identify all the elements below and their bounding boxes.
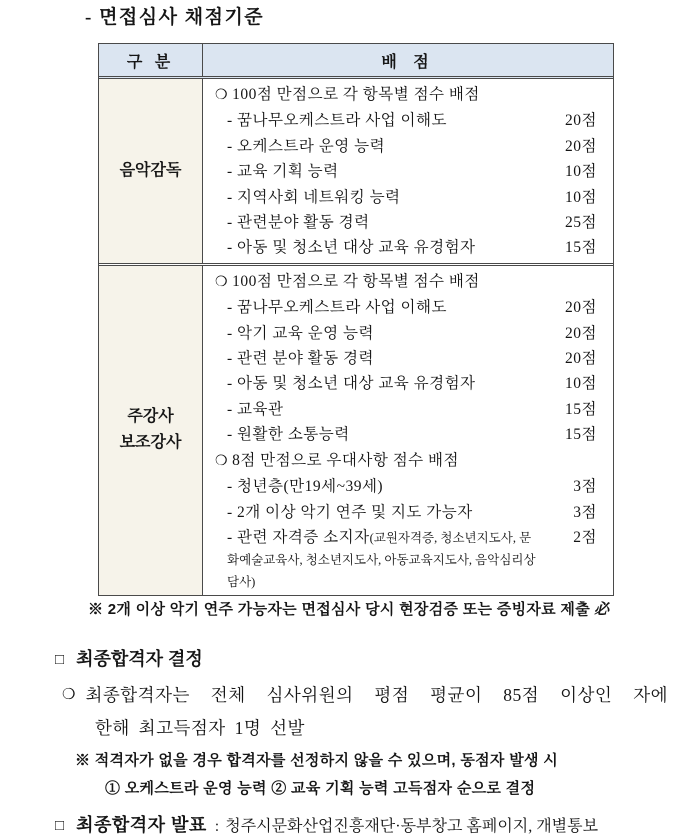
tiebreak-note-line2: ① 오케스트라 운영 능력 ② 교육 기획 능력 고득점자 순으로 결정 (105, 779, 536, 797)
score-value: 20점 (565, 112, 597, 130)
score-item (215, 474, 613, 499)
table-header-category: 구 분 (99, 44, 203, 76)
square-marker-icon: □ (55, 650, 65, 668)
score-item (215, 235, 613, 260)
final-announcement-heading: 최종합격자 발표 (76, 814, 207, 835)
category-label-line: 보조강사 (119, 434, 182, 452)
group-heading: ❍ 100점 만점으로 각 항목별 점수 배점 (215, 86, 480, 103)
score-item (215, 500, 613, 525)
final-decision-paragraph (62, 682, 668, 708)
score-value: 3점 (573, 478, 597, 496)
group-heading: ❍ 8점 만점으로 우대사항 점수 배점 (215, 451, 459, 469)
score-item-text: - 아동 및 청소년 대상 교육 유경험자 (227, 239, 476, 257)
score-item-text: - 관련 자격증 소지자(교원자격증, 청소년지도사, 문화예술교육사, 청소년지도사, 아동교육지도사, 음악심리상담사) (227, 528, 536, 589)
final-announcement (55, 813, 700, 839)
score-value: 20점 (565, 137, 597, 155)
circle-bullet-icon: ❍ (215, 274, 229, 290)
score-item-text: - 관련 분야 활동 경력 (227, 350, 374, 368)
score-item (215, 321, 613, 346)
score-item (215, 525, 613, 593)
score-value: 20점 (565, 324, 597, 342)
category-label-line: 음악감독 (119, 161, 182, 179)
page-title: - 면접심사 채점기준 (85, 7, 265, 28)
score-item (215, 295, 613, 320)
category-label (99, 266, 203, 595)
table-header-row (99, 44, 613, 79)
score-item (215, 422, 613, 447)
score-item (215, 108, 613, 133)
score-value: 10점 (565, 188, 597, 206)
score-value: 20점 (565, 299, 597, 317)
circle-bullet-icon: ❍ (215, 88, 229, 103)
score-item-text: - 꿈나무오케스트라 사업 이해도 (227, 299, 447, 317)
score-value: 10점 (565, 163, 597, 181)
score-value: 15점 (565, 400, 597, 418)
table-section-0 (99, 79, 613, 263)
announcement-separator: : (214, 817, 220, 835)
score-value: 25점 (565, 214, 597, 232)
score-item-text: - 아동 및 청소년 대상 교육 유경험자 (227, 375, 476, 393)
final-decision-line2: 한해 최고득점자 1명 선발 (95, 717, 305, 738)
score-item (215, 397, 613, 422)
table-header-points: 배 점 (381, 53, 435, 71)
score-item-text: - 청년층(만19세~39세) (227, 478, 384, 496)
score-item (215, 371, 613, 396)
category-label-line: 주강사 (127, 408, 174, 426)
score-value: 15점 (565, 239, 597, 257)
score-item-text: - 악기 교육 운영 능력 (227, 324, 374, 342)
score-item-text: - 오케스트라 운영 능력 (227, 137, 386, 155)
score-item (215, 346, 613, 371)
score-item-subtext: (교원자격증, 청소년지도사, 문화예술교육사, 청소년지도사, 아동교육지도사, 음악심리상담사) (227, 530, 536, 589)
score-item-text: - 지역사회 네트워킹 능력 (227, 188, 401, 206)
score-value: 3점 (573, 503, 597, 521)
score-value: 15점 (565, 426, 597, 444)
score-item-text: - 관련분야 활동 경력 (227, 214, 370, 232)
score-item-text: - 원활한 소통능력 (227, 426, 350, 444)
table-footnote-emphasis: 必 (594, 601, 610, 618)
scoring-table (98, 43, 614, 596)
category-content (203, 79, 613, 263)
circle-bullet-icon: ❍ (215, 453, 229, 469)
table-body (99, 79, 613, 595)
score-item (215, 134, 613, 159)
final-decision-line1: 최종합격자는 전체 심사위원의 평점 평균이 85점 이상인 자에 (85, 684, 668, 705)
final-decision-heading (55, 647, 700, 672)
score-item (215, 185, 613, 210)
table-footnote (88, 600, 700, 620)
circle-bullet-icon: ❍ (62, 686, 76, 703)
score-item-text: - 교육관 (227, 400, 284, 418)
final-announcement-text: 청주시문화산업진흥재단·동부창고 홈페이지, 개별통보 (225, 817, 599, 835)
score-item-text: - 교육 기획 능력 (227, 163, 339, 181)
category-label (99, 79, 203, 263)
score-item-text: - 꿈나무오케스트라 사업 이해도 (227, 112, 447, 130)
category-content (203, 266, 613, 595)
final-decision-heading-text: 최종합격자 결정 (76, 648, 203, 669)
score-item (215, 210, 613, 235)
square-marker-icon: □ (55, 816, 65, 834)
score-item (215, 159, 613, 184)
table-section-1 (99, 263, 613, 595)
score-value: 20점 (565, 350, 597, 368)
score-value: 2점 (573, 528, 597, 546)
tiebreak-note-line1: ※ 적격자가 없을 경우 합격자를 선정하지 않을 수 있으며, 동점자 발생 시 (75, 751, 559, 769)
score-item-text: - 2개 이상 악기 연주 및 지도 가능자 (227, 503, 473, 521)
group-heading: ❍ 100점 만점으로 각 항목별 점수 배점 (215, 272, 480, 290)
score-value: 10점 (565, 375, 597, 393)
table-footnote-text: ※ 2개 이상 악기 연주 가능자는 면접심사 당시 현장검증 또는 증빙자료 제출 (88, 600, 590, 618)
